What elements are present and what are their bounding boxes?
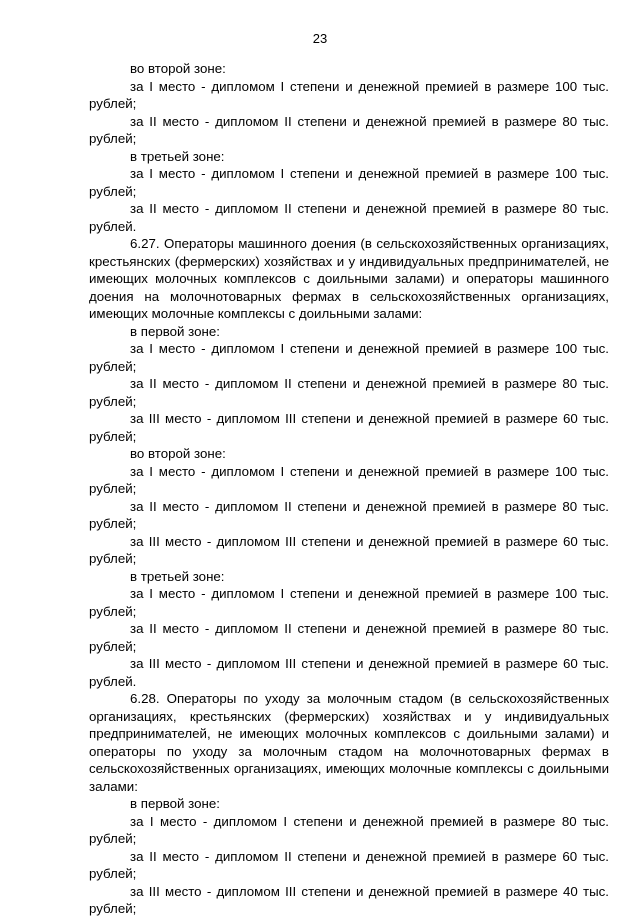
award-item: за II место - дипломом II степени и денежной премией в размере 80 тыс. рублей; bbox=[89, 621, 609, 654]
award-item: за III место - дипломом III степени и денежной премией в размере 40 тыс. рублей; bbox=[89, 883, 609, 916]
page-number: 23 bbox=[312, 31, 328, 46]
award-item: за I место - дипломом I степени и денежной премией в размере 100 тыс. рублей; bbox=[89, 78, 609, 111]
award-item: за II место - дипломом II степени и денежной премией в размере 80 тыс. рублей; bbox=[89, 113, 609, 146]
zone-heading: во второй зоне: bbox=[130, 446, 226, 461]
award-item: за I место - дипломом I степени и денежной премией в размере 80 тыс. рублей; bbox=[89, 813, 609, 846]
award-item: за III место - дипломом III степени и денежной премией в размере 60 тыс. рублей. bbox=[89, 656, 609, 689]
document-body bbox=[89, 60, 609, 918]
section-paragraph-6-28: 6.28. Операторы по уходу за молочным стадом (в сельскохозяйственных организациях, крестьянских (фермерских) хозяйствах и у индивидуальных предпринимателей, не имеющих молочных комплексов с доильными залами) и операторы по уходу за молочным стадом на молочнотоварных фермах в сельскохозяйственных организациях, имеющих молочные комплексы с доильными залами: bbox=[89, 691, 609, 794]
award-item: за II место - дипломом II степени и денежной премией в размере 60 тыс. рублей; bbox=[89, 848, 609, 881]
zone-heading: в третьей зоне: bbox=[130, 568, 225, 584]
zone-heading: во второй зоне: bbox=[130, 61, 226, 76]
award-item: за II место - дипломом II степени и денежной премией в размере 80 тыс. рублей; bbox=[89, 376, 609, 409]
award-item: за II место - дипломом II степени и денежной премией в размере 80 тыс. рублей. bbox=[89, 201, 609, 234]
zone-heading: в первой зоне: bbox=[130, 323, 220, 339]
zone-heading: в первой зоне: bbox=[130, 796, 220, 811]
award-item: за III место - дипломом III степени и денежной премией в размере 60 тыс. рублей; bbox=[89, 411, 609, 444]
award-item: за II место - дипломом II степени и денежной премией в размере 80 тыс. рублей; bbox=[89, 498, 609, 531]
award-item: за I место - дипломом I степени и денежной премией в размере 100 тыс. рублей; bbox=[89, 341, 609, 374]
zone-heading: в третьей зоне: bbox=[130, 148, 225, 164]
section-paragraph-6-27: 6.27. Операторы машинного доения (в сельскохозяйственных организациях, крестьянских (фермерских) хозяйствах и у индивидуальных предпринимателей, не имеющих молочных комплексов с доильными залами) и операторы машинного доения на молочнотоварных фермах в сельскохозяйственных организациях, имеющих молочные комплексы с доильными залами: bbox=[89, 236, 609, 321]
award-item: за I место - дипломом I степени и денежной премией в размере 100 тыс. рублей; bbox=[89, 586, 609, 619]
award-item: за III место - дипломом III степени и денежной премией в размере 60 тыс. рублей; bbox=[89, 533, 609, 566]
award-item: за I место - дипломом I степени и денежной премией в размере 100 тыс. рублей; bbox=[89, 166, 609, 199]
award-item: за I место - дипломом I степени и денежной премией в размере 100 тыс. рублей; bbox=[89, 463, 609, 496]
